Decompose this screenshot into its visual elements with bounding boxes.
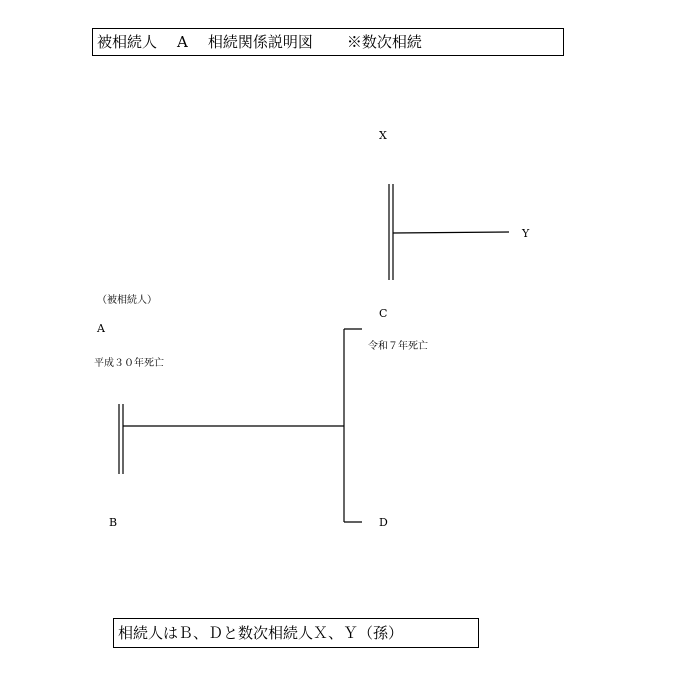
title-note: ※数次相続	[346, 33, 422, 51]
person-b: B	[109, 516, 118, 529]
heirs-summary: 相続人はＢ、Ｄと数次相続人Ｘ、Ｙ（孫）	[113, 618, 479, 648]
person-a-death: 平成３０年死亡	[94, 358, 164, 369]
person-d: D	[379, 516, 388, 529]
person-c: C	[379, 307, 388, 320]
child-line-to-y	[393, 232, 509, 233]
title-name: A	[177, 33, 188, 51]
person-c-death: 令和７年死亡	[368, 341, 428, 352]
title-decedent: 被相続人	[97, 33, 158, 51]
person-a: A	[97, 322, 105, 335]
person-x: X	[379, 129, 387, 142]
person-y: Y	[522, 227, 530, 240]
person-a-role: （被相続人）	[97, 295, 157, 306]
title-diagram: 相続関係説明図	[207, 33, 313, 51]
